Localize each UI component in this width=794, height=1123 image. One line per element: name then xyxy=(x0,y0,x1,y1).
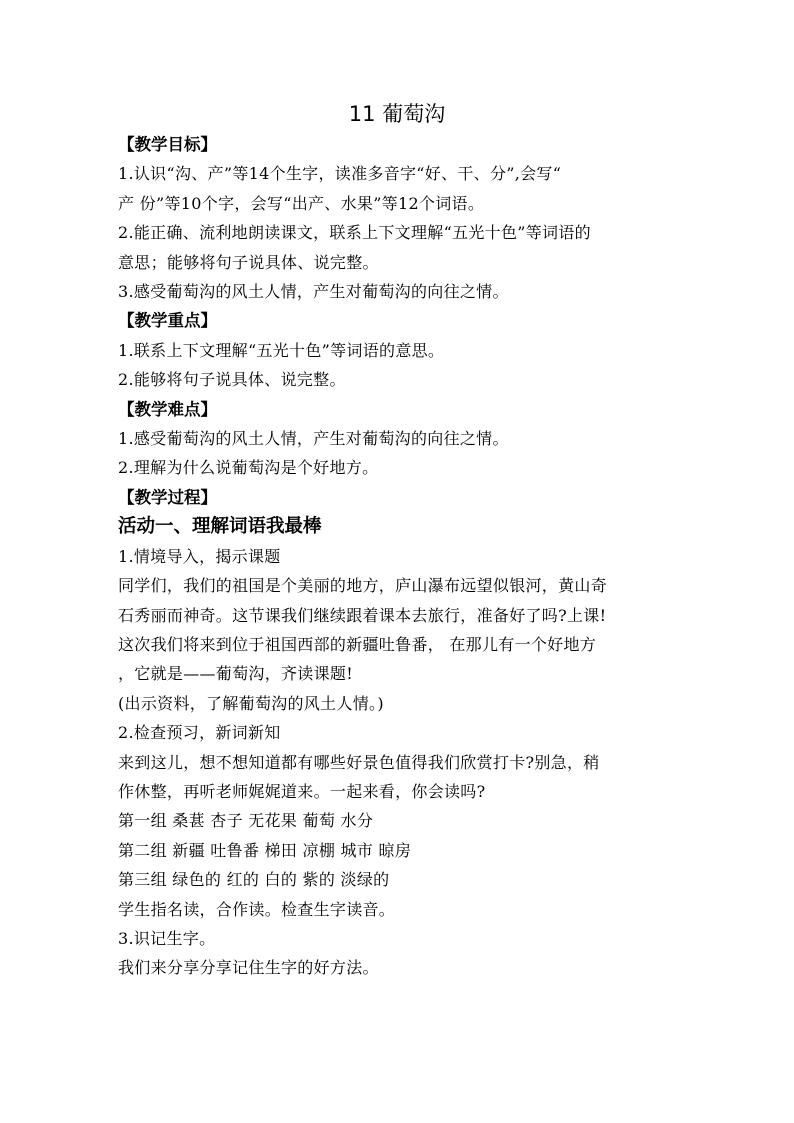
paragraph-line: 1.感受葡萄沟的风土人情，产生对葡萄沟的向往之情。 xyxy=(118,429,509,449)
paragraph-line: 1.联系上下文理解“五光十色”等词语的意思。 xyxy=(118,340,445,360)
paragraph-line: 第三组 绿色的 红的 白的 紫的 淡绿的 xyxy=(118,870,390,890)
paragraph-line: 1.认识“沟、产”等14个生字，读准多音字“好、干、分”,会写“ xyxy=(118,164,562,184)
section-heading-key-points: 【教学重点】 xyxy=(118,311,217,331)
page-title: 11 葡萄沟 xyxy=(348,102,446,126)
paragraph-line: 3.识记生字。 xyxy=(118,928,216,948)
section-heading-goals: 【教学目标】 xyxy=(118,135,217,154)
activity-title: 活动一、理解词语我最棒 xyxy=(118,516,322,538)
paragraph-line: 1.情境导入，揭示课题 xyxy=(118,546,281,566)
section-heading-process: 【教学过程】 xyxy=(118,487,217,507)
paragraph-line: 这次我们将来到位于祖国西部的新疆吐鲁番， 在那儿有一个好地方 xyxy=(118,634,597,654)
paragraph-line: 2.能够将句子说具体、说完整。 xyxy=(118,370,346,390)
paragraph-line: 学生指名读，合作读。检查生字读音。 xyxy=(118,899,396,919)
paragraph-line: 2.能正确、流利地朗读课文，联系上下文理解“五光十色”等词语的 xyxy=(118,223,591,243)
paragraph-line: 石秀丽而神奇。这节课我们继续跟着课本去旅行，准备好了吗?上课! xyxy=(118,605,607,625)
paragraph-line: 作休整，再听老师娓娓道来。一起来看，你会读吗? xyxy=(118,781,486,801)
paragraph-line: 同学们，我们的祖国是个美丽的地方，庐山瀑布远望似银河，黄山奇 xyxy=(118,576,608,596)
paragraph-line: 2.检查预习，新词新知 xyxy=(118,723,281,743)
document-body xyxy=(118,130,688,983)
paragraph-line: 第二组 新疆 吐鲁番 梯田 凉棚 城市 晾房 xyxy=(118,840,412,860)
paragraph-line: (出示资料，了解葡萄沟的风土人情。) xyxy=(118,693,384,713)
paragraph-line: 意思；能够将句子说具体、说完整。 xyxy=(118,252,379,272)
paragraph-line: 3.感受葡萄沟的风土人情，产生对葡萄沟的向往之情。 xyxy=(118,282,509,302)
paragraph-line: 我们来分享分享记住生字的好方法。 xyxy=(118,958,379,978)
paragraph-line: ，它就是——葡萄沟，齐读课题! xyxy=(118,664,353,684)
paragraph-line: 第一组 桑葚 杏子 无花果 葡萄 水分 xyxy=(118,811,374,831)
paragraph-line: 产 份”等10个字，会写“出产、水果”等12个词语。 xyxy=(118,193,485,213)
section-heading-difficulties: 【教学难点】 xyxy=(118,399,217,419)
paragraph-line: 2.理解为什么说葡萄沟是个好地方。 xyxy=(118,458,379,478)
paragraph-line: 来到这儿，想不想知道都有哪些好景色值得我们欣赏打卡?别急，稍 xyxy=(118,752,600,772)
